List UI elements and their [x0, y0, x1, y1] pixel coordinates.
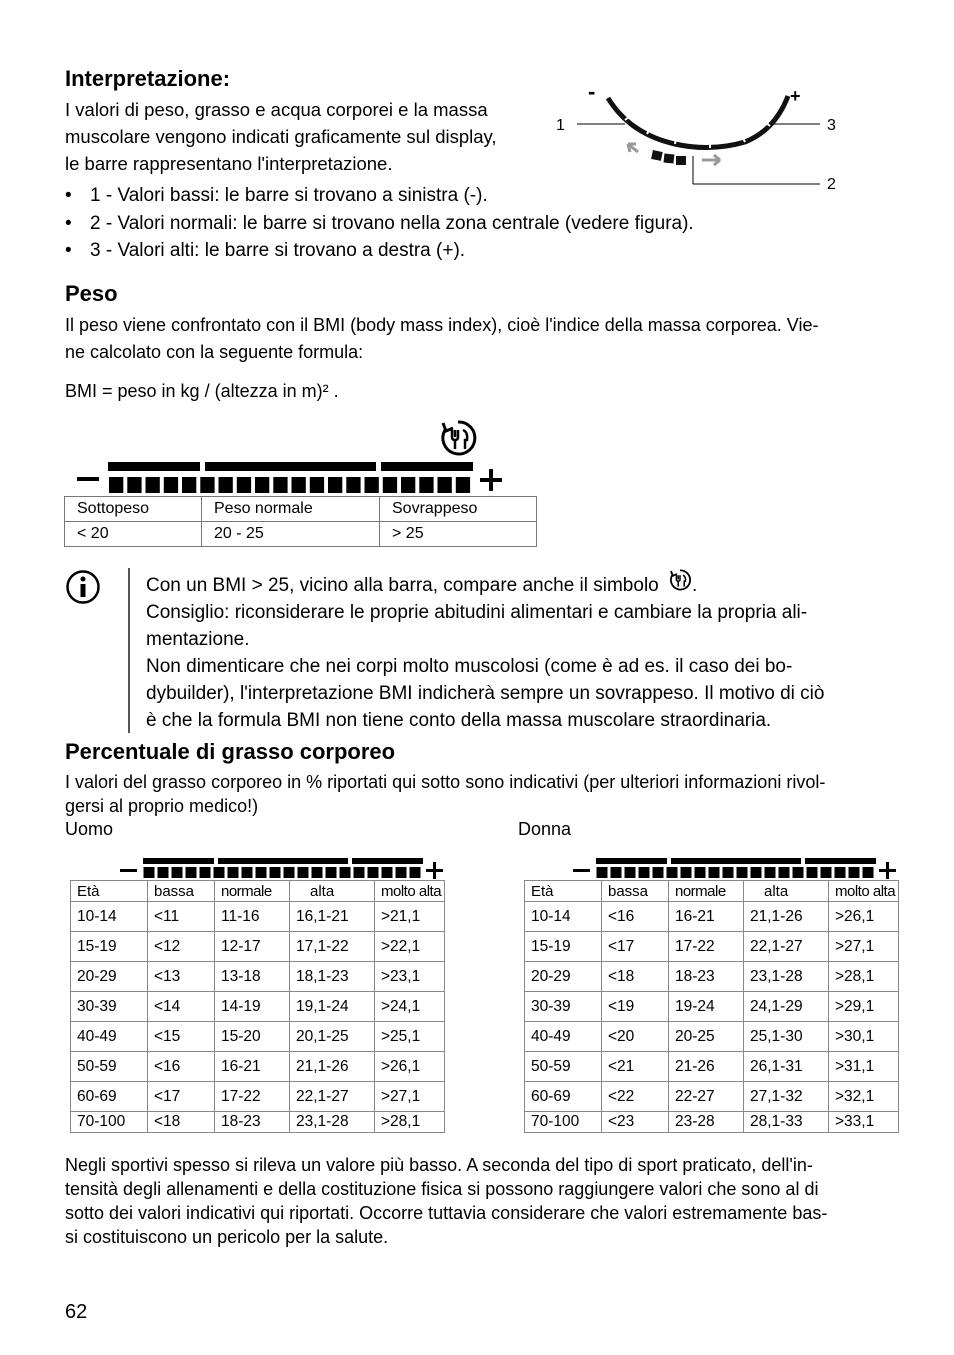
list-item: • 1 - Valori bassi: le barre si trovano a sinistra (-). — [65, 182, 885, 210]
list-item: • 3 - Valori alti: le barre si trovano a destra (+). — [65, 237, 885, 265]
table-row: 20-29 <13 13-18 18,1-23 >23,1 — [71, 962, 445, 992]
bmi-table — [64, 496, 537, 547]
info-icon — [65, 569, 101, 605]
diagram-label-2: 2 — [827, 176, 836, 193]
table-row: 50-59 <16 16-21 21,1-26 >26,1 — [71, 1052, 445, 1082]
diagram-arc — [608, 96, 788, 148]
table-row: 60-69 <17 17-22 22,1-27 >27,1 — [71, 1082, 445, 1112]
diagram-label-3: 3 — [827, 117, 836, 134]
arrow-right-icon — [702, 155, 720, 165]
table-row: 30-39 <14 14-19 19,1-24 >24,1 — [71, 992, 445, 1022]
table-row: 10-14 <16 16-21 21,1-26 >26,1 — [525, 902, 899, 932]
table-row: 15-19 <12 12-17 17,1-22 >22,1 — [71, 932, 445, 962]
fat-paragraph: I valori del grasso corporeo in % riportati qui sotto sono indicativi (per ulteriori informazioni rivol- gersi al proprio medico!) — [65, 772, 826, 816]
diagram-minus: - — [588, 82, 596, 104]
table-row: 40-49 <15 15-20 20,1-25 >25,1 — [71, 1022, 445, 1052]
table-row: 15-19 <17 17-22 22,1-27 >27,1 — [525, 932, 899, 962]
table-header-row: Età bassa normale alta molto alta — [71, 881, 445, 902]
closing-paragraph: Negli sportivi spesso si rileva un valore più basso. A seconda del tipo di sport praticato, dell'in- tensità degli allenamenti e della costituzione fisica si possono raggiungere valori che sono al di sotto dei valori indicativi qui riportati. Occorre tuttavia considerare che valori estremamente bas- si costituiscono un pericolo per la salute. — [65, 1155, 828, 1247]
table-row: 50-59 <21 21-26 26,1-31 >31,1 — [525, 1052, 899, 1082]
section-title-grasso: Percentuale di grasso corporeo — [65, 739, 396, 764]
bmi-formula: BMI = peso in kg / (altezza in m)² . — [65, 381, 339, 401]
list-item: • 2 - Valori normali: le barre si trovano nella zona centrale (vedere figura). — [65, 210, 885, 238]
section-title-peso: Peso — [65, 281, 118, 306]
table-row: 10-14 <11 11-16 16,1-21 >21,1 — [71, 902, 445, 932]
table-row: 40-49 <20 20-25 25,1-30 >30,1 — [525, 1022, 899, 1052]
note-text: Con un BMI > 25, vicino alla barra, compare anche il simbolo . Consiglio: riconsiderare le proprie abitudini alimentari e cambiare la propria ali- mentazione. Non dimenticare che nei corpi molto muscolosi (come è ad es. il caso dei bo- dybuilder), l'interpretazione BMI indicherà sempre un sovrappeso. Il motivo di ciò è che la formula BMI non tiene conto della massa muscolare straordinaria. — [146, 568, 906, 734]
bmi-scale-bar — [75, 458, 515, 496]
section-title-interpretazione: Interpretazione: — [65, 66, 231, 91]
table-row: 30-39 <19 19-24 24,1-29 >29,1 — [525, 992, 899, 1022]
table-header-row: Età bassa normale alta molto alta — [525, 881, 899, 902]
female-scale-bar — [571, 856, 901, 882]
peso-paragraph: Il peso viene confrontato con il BMI (body mass index), cioè l'indice della massa corporea. Vie- ne calcolato con la seguente formula: — [65, 315, 819, 362]
table-row: 20-29 <18 18-23 23,1-28 >28,1 — [525, 962, 899, 992]
diet-symbol-icon — [668, 568, 692, 592]
interpretation-arc-diagram — [550, 82, 850, 197]
table-row: 70-100 <23 23-28 28,1-33 >33,1 — [525, 1112, 899, 1133]
interp-intro: I valori di peso, grasso e acqua corporei e la massa muscolare vengono indicati graficamente sul display, le barre rappresentano l'interpretazione. — [65, 99, 497, 174]
arrow-left-icon — [628, 144, 638, 152]
diet-symbol-icon — [438, 418, 478, 458]
table-row: < 20 20 - 25 > 25 — [65, 522, 537, 547]
male-scale-bar — [118, 856, 448, 882]
table-row: Sottopeso Peso normale Sovrappeso — [65, 497, 537, 522]
table-row: 60-69 <22 22-27 27,1-32 >32,1 — [525, 1082, 899, 1112]
scale-minus-icon — [77, 477, 99, 481]
diagram-bars-icon — [651, 150, 686, 165]
male-label: Uomo — [65, 819, 114, 839]
diagram-label-1: 1 — [556, 117, 565, 134]
note-divider — [128, 568, 130, 733]
male-fat-table — [70, 880, 445, 1133]
page-number: 62 — [65, 1301, 88, 1323]
table-row: 70-100 <18 18-23 23,1-28 >28,1 — [71, 1112, 445, 1133]
female-fat-table — [524, 880, 899, 1133]
female-label: Donna — [518, 819, 572, 839]
diagram-plus: + — [790, 86, 801, 106]
interp-bullet-list — [65, 182, 885, 265]
